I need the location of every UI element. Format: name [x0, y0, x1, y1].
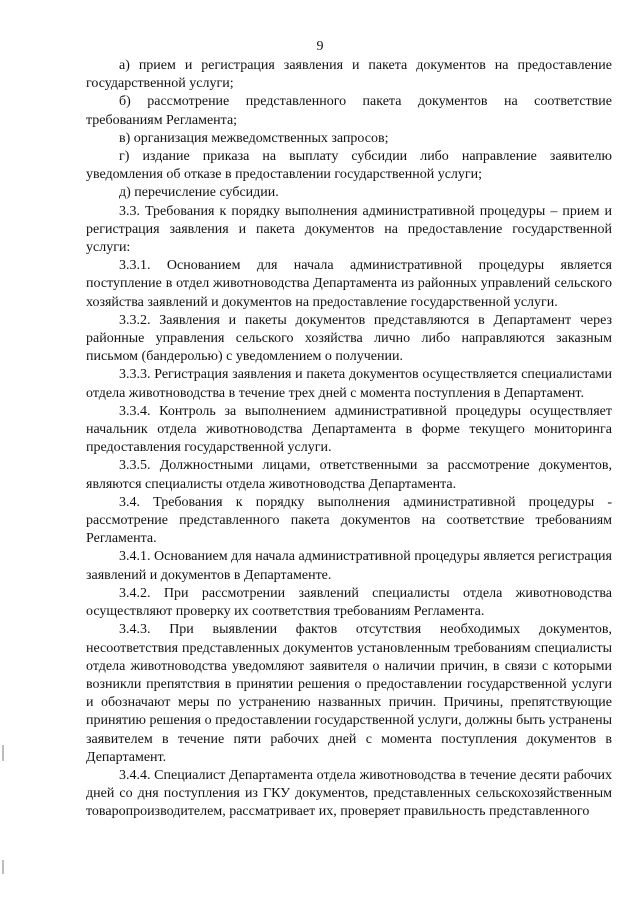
paragraph: в) организация межведомственных запросов; — [119, 130, 389, 146]
paragraph: 3.3.3. Регистрация заявления и пакета документов осуществляется специалистами отдела животноводства в течение трех дней с момента поступления в Департамент. — [86, 367, 612, 401]
paragraph: 3.4.3. При выявлении фактов отсутствия необходимых документов, несоответствия представленных документов установленным требованиям специалисты отдела животноводства уведомляют заявителя о наличии причин, в связи с которыми возникли препятствия в принятии решения о предоставлении государственной услуги и обозначают меры по устранению названных причин. Причины, препятствующие принятию решения о предоставлении государственной услуги, должны быть устранены заявителем в течение пяти рабочих дней с момента поступления документов в Департамент. — [86, 622, 612, 765]
paragraph: 3.4. Требования к порядку выполнения административной процедуры - рассмотрение представленного пакета документов на соответствие требованиям Регламента. — [86, 494, 612, 547]
scan-margin-mark — [2, 860, 4, 874]
paragraph: 3.3.1. Основанием для начала административной процедуры является поступление в отдел животноводства Департамента из районных управлений сельского хозяйства заявлений и документов на предоставление государственной услуги. — [86, 258, 612, 310]
paragraph: д) перечисление субсидии. — [119, 185, 279, 201]
paragraph: 3.3. Требования к порядку выполнения административной процедуры – прием и регистрация заявления и пакета документов на предоставление государственной услуги: — [86, 203, 612, 256]
paragraph: б) рассмотрение представленного пакета документов на соответствие требованиям Регламента; — [86, 94, 612, 128]
document-body — [86, 57, 612, 822]
page-number: 9 — [316, 39, 324, 54]
paragraph: 3.4.2. При рассмотрении заявлений специалисты отдела животноводства осуществляют проверку их соответствия требованиям Регламента. — [86, 585, 612, 620]
paragraph: 3.3.2. Заявления и пакеты документов представляются в Департамент через районные управления сельского хозяйства лично либо направляются заказным письмом (бандеролью) с уведомлением о получении. — [86, 312, 612, 365]
paragraph: 3.4.1. Основанием для начала административной процедуры является регистрация заявлений и документов в Департаменте. — [86, 549, 612, 583]
paragraph: г) издание приказа на выплату субсидии либо направление заявителю уведомления об отказе в предоставлении государственной услуги; — [86, 149, 612, 183]
scan-margin-mark — [2, 745, 4, 761]
paragraph: 3.4.4. Специалист Департамента отдела животноводства в течение десяти рабочих дней со дня поступления из ГКУ документов, представленных сельскохозяйственным товаропроизводителем, рассматривает их, проверяет правильность представленного — [86, 767, 612, 820]
paragraph: 3.3.5. Должностными лицами, ответственными за рассмотрение документов, являются специалисты отдела животноводства Департамента. — [86, 458, 612, 492]
paragraph: 3.3.4. Контроль за выполнением административной процедуры осуществляет начальник отдела животноводства Департамента в форме текущего мониторинга предоставления государственной услуги. — [86, 403, 612, 456]
paragraph: а) прием и регистрация заявления и пакета документов на предоставление государственной услуги; — [86, 58, 612, 92]
